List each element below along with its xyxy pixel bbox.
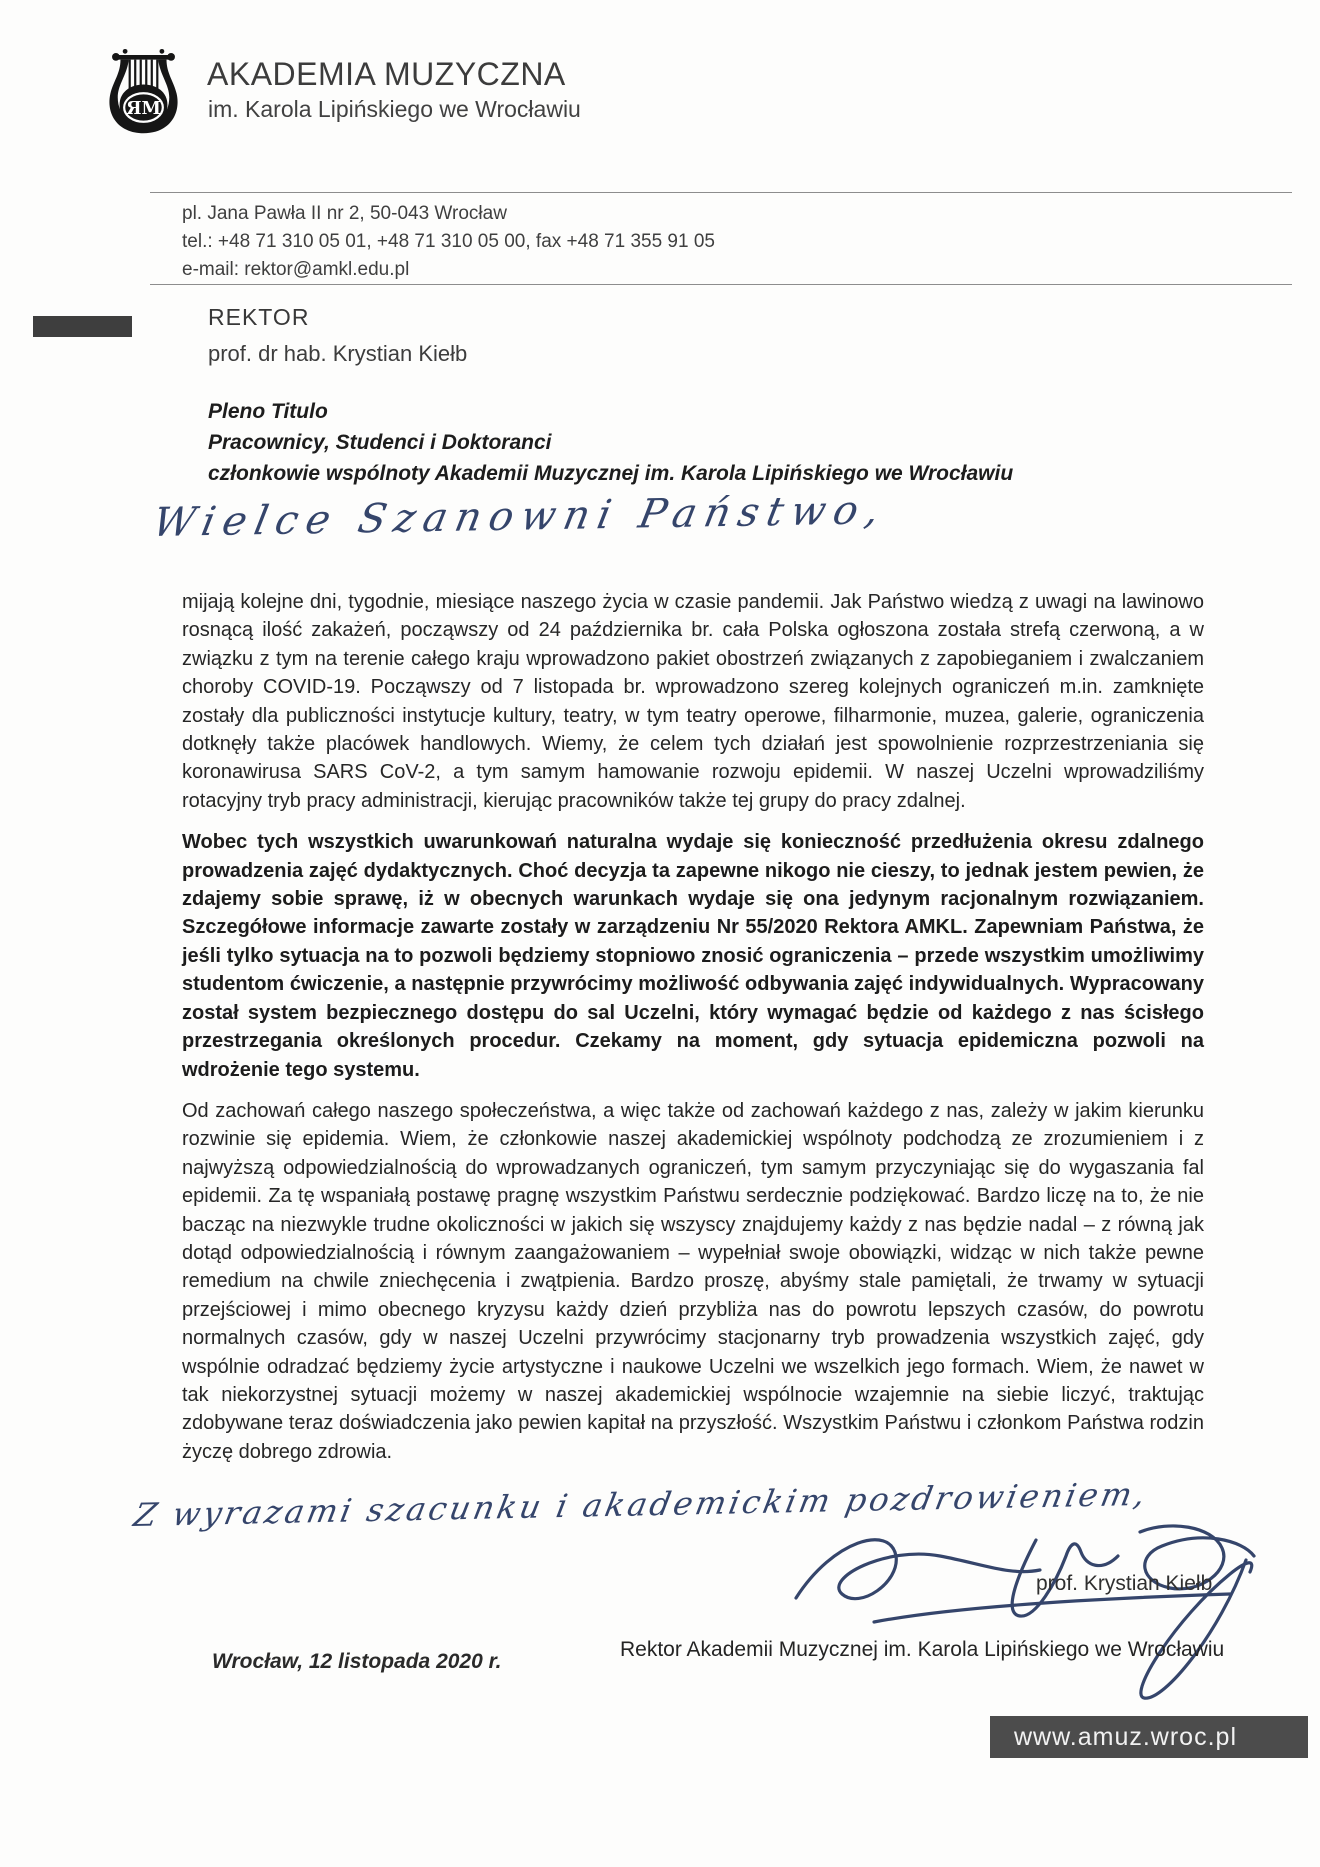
org-phone-fax: tel.: +48 71 310 05 01, +48 71 310 05 00, fax +48 71 355 91 05 (182, 231, 715, 252)
body-paragraph-3: Od zachowań całego naszego społeczeństwa, a więc także od zachowań każdego z nas, zależy w jakim kierunku rozwinie się epidemia. Wiem, że członkowie naszej akademickiej wspólnoty podchodzą ze zrozumieniem i z najwyższą odpowiedzialnością do wprowadzanych ograniczeń, tym samym przyczyniając się do wygaszania fal epidemii. Za tę wspaniałą postawę pragnę wszystkim Państwu serdecznie podziękować. Bardzo liczę na to, że nie bacząc na niezwykle trudne okoliczności w jakich się wszyscy znajdujemy każdy z nas będzie nadal – z równą jak dotąd odpowiedzialnością i równym zaangażowaniem – wypełniał swoje obowiązki, widząc w nich także pewne remedium na chwile zniechęcenia i zwątpienia. Bardzo proszę, abyśmy stale pamiętali, że trwamy w sytuacji przejściowej i mimo obecnego kryzysu każdy dzień przybliża nas do powrotu lepszych czasów, do powrotu normalnych czasów, gdy w naszej Uczelni przywrócimy stacjonarny tryb prowadzenia wszystkich zajęć, gdy wspólnie odradzać będziemy życie artystyczne i naukowe Uczelni we wszelkich jego formach. Wiem, że nawet w tak niekorzystnej sytuacji możemy w naszej akademickiej wspólnocie wzajemnie na siebie liczyć, traktując zdobywane teraz doświadczenia jako pewien kapitał na przyszłość. Wszystkim Państwu i członkom Państwa rodzin życzę dobrego zdrowia. (182, 1099, 1204, 1463)
lyre-monogram-icon (96, 44, 191, 136)
letter-body (182, 588, 1204, 1479)
addressee-line-3: członkowie wspólnoty Akademii Muzycznej im. Karola Lipińskiego we Wrocławiu (208, 462, 1014, 485)
signatory-name: prof. Krystian Kiełb (1036, 1572, 1213, 1595)
letterhead-divider-bottom (150, 284, 1292, 285)
body-paragraph-1: mijają kolejne dni, tygodnie, miesiące naszego życia w czasie pandemii. Jak Państwo wiedzą z uwagi na lawinowo rosnącą ilość zakażeń, począwszy od 24 października br. cała Polska ogłoszona została strefą czerwoną, a w związku z tym na terenie całego kraju wprowadzono pakiet obostrzeń związanych z zapobieganiem i zwalczaniem choroby COVID-19. Począwszy od 7 listopada br. wprowadzono szereg kolejnych ograniczeń m.in. zamknięte zostały dla publiczności instytucje kultury, teatry, w tym teatry operowe, filharmonie, muzea, galerie, ograniczenia dotknęły także placówek handlowych. Wiemy, że celem tych działań jest spowolnienie rozprzestrzeniania się koronawirusa SARS CoV-2, a tym samym hamowanie rozwoju epidemii. W naszej Uczelni wprowadziliśmy rotacyjny tryb pracy administracji, kierując pracowników także tej grupy do pracy zdalnej. (182, 591, 1204, 812)
handwritten-signature-icon (778, 1502, 1288, 1727)
org-name: AKADEMIA MUZYCZNA (207, 56, 566, 92)
addressee-line-2: Pracownicy, Studenci i Doktoranci (208, 431, 552, 454)
svg-text:ЯM: ЯM (126, 98, 161, 119)
redaction-mark (33, 316, 132, 337)
letterhead-divider-top (150, 192, 1292, 193)
sender-name: prof. dr hab. Krystian Kiełb (208, 341, 468, 366)
org-email: e-mail: rektor@amkl.edu.pl (182, 259, 410, 280)
addressee-line-1: Pleno Titulo (208, 400, 328, 423)
handwritten-greeting: Wielce Szanowni Państwo, (149, 487, 892, 546)
addressee-block (208, 396, 1013, 489)
sender-title: REKTOR (208, 304, 310, 330)
org-subtitle: im. Karola Lipińskiego we Wrocławiu (208, 96, 581, 122)
handwritten-closing: Z wyrazami szacunku i akademickim pozdrowieniem, (130, 1474, 1152, 1534)
dateline: Wrocław, 12 listopada 2020 r. (212, 1650, 502, 1673)
footer-website-banner (990, 1716, 1308, 1758)
org-address: pl. Jana Pawła II nr 2, 50-043 Wrocław (182, 203, 507, 224)
body-paragraph-2: Wobec tych wszystkich uwarunkowań naturalna wydaje się konieczność przedłużenia okresu zdalnego prowadzenia zajęć dydaktycznych. Choć decyzja ta zapewne nikogo nie cieszy, to jednak jestem pewien, że zdajemy sobie sprawę, iż w obecnych warunkach wydaje się ona jedynym racjonalnym rozwiązaniem. Szczegółowe informacje zawarte zostały w zarządzeniu Nr 55/2020 Rektora AMKL. Zapewniam Państwa, że jeśli tylko sytuacja na to pozwoli będziemy stopniowo znosić ograniczenia – przede wszystkim umożliwimy studentom ćwiczenie, a następnie przywrócimy możliwość odbywania zajęć indywidualnych. Wypracowany został system bezpiecznego dostępu do sal Uczelni, który wymagać będzie od każdego z nas ścisłego przestrzegania określonych procedur. Czekamy na moment, gdy sytuacja epidemiczna pozwoli na wdrożenie tego systemu. (182, 831, 1204, 1081)
footer-website-url: www.amuz.wroc.pl (1014, 1722, 1237, 1751)
letterhead-contact-block (182, 200, 715, 284)
signatory-title: Rektor Akademii Muzycznej im. Karola Lipińskiego we Wrocławiu (620, 1638, 1225, 1661)
